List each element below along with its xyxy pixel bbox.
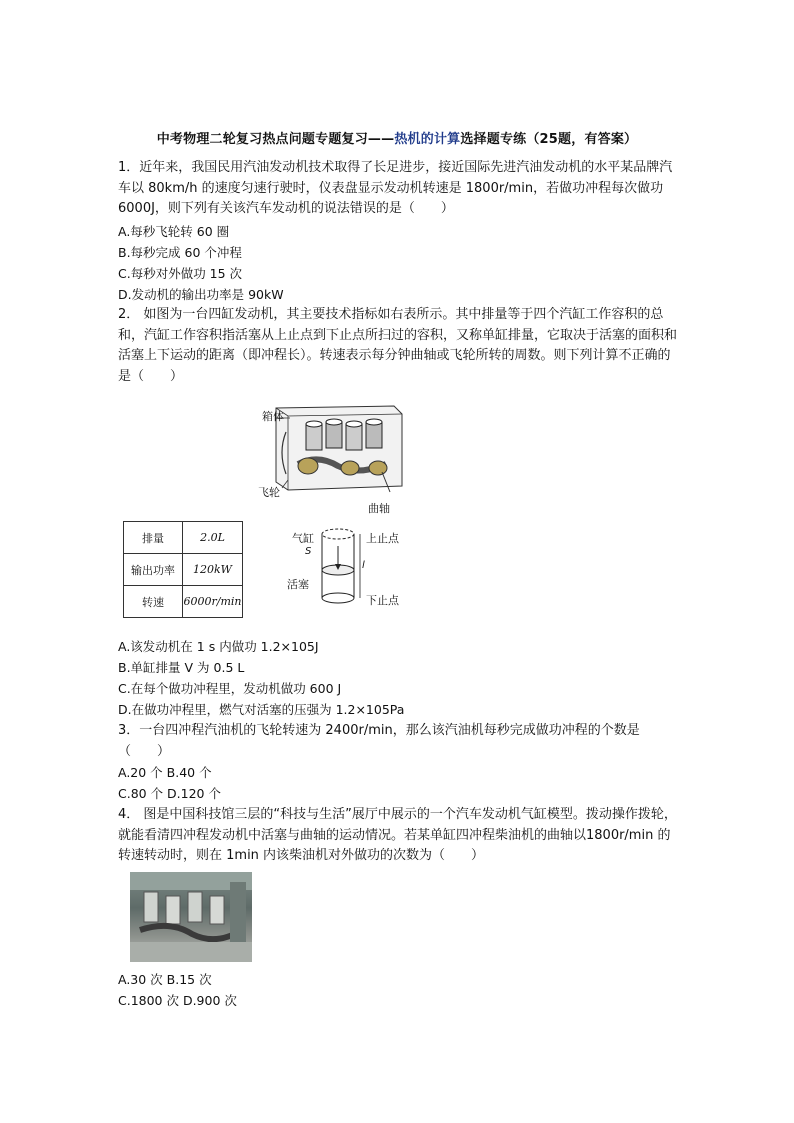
q1-option-d: D.发动机的输出功率是 90kW [118, 287, 284, 302]
label-flywheel: 飞轮 [258, 486, 280, 499]
title-prefix: 中考物理二轮复习热点问题专题复习—— [156, 132, 395, 147]
q4-options-ab: A.30 次 B.15 次 [118, 972, 212, 987]
q3-options-cd: C.80 个 D.120 个 [118, 786, 221, 801]
label-bottom-dead-center: 下止点 [366, 594, 399, 607]
question-3-stem: 3．一台四冲程汽油机的飞轮转速为 2400r/min，那么该汽油机每秒完成做功冲程的个数是（ ） [118, 723, 640, 759]
cylinder-diagram [312, 526, 366, 612]
label-top-dead-center: 上止点 [366, 532, 399, 545]
table-row [124, 586, 243, 618]
engine-model-image [130, 872, 252, 962]
question-1-stem: 1．近年来，我国民用汽油发动机技术取得了长足进步，接近国际先进汽油发动机的水平某品牌汽车以 80km/h 的速度匀速行驶时，仪表盘显示发动机转速是 1800r/min，若做功冲程每次做功 6000J，则下列有关该汽车发动机的说法错误的是（ ） [118, 160, 673, 217]
label-piston: 活塞 [287, 578, 309, 591]
q1-option-a: A.每秒飞轮转 60 圈 [118, 224, 230, 239]
title-suffix: 选择题专练（25题，有答案） [460, 132, 638, 147]
q2-option-b: B.单缸排量 V 为 0.5 L [118, 660, 245, 675]
q3-options-ab: A.20 个 B.40 个 [118, 765, 212, 780]
q1-option-b: B.每秒完成 60 个冲程 [118, 245, 242, 260]
q2-option-a: A.该发动机在 1 s 内做功 1.2×105J [118, 639, 319, 654]
q4-options-cd: C.1800 次 D.900 次 [118, 993, 237, 1008]
question-4-stem: 4． 图是中国科技馆三层的“科技与生活”展厅中展示的一个汽车发动机气缸模型。拨动操作拨轮，就能看清四冲程发动机中活塞与曲轴的运动情况。若某单缸四冲程柴油机的曲轴以1800r/min 的转速转动时，则在 1min 内该柴油机对外做功的次数为（ ） [118, 807, 677, 864]
question-2-stem: 2． 如图为一台四缸发动机，其主要技术指标如右表所示。其中排量等于四个汽缸工作容积的总和，汽缸工作容积指活塞从上止点到下止点所扫过的容积，又称单缸排量，它取决于活塞的面积和活塞上下运动的距离（即冲程长）。转速表示每分钟曲轴或飞轮所转的周数。则下列计算不正确的是（ ） [118, 307, 678, 385]
spec-key: 转速 [124, 586, 183, 618]
table-row [124, 554, 243, 586]
label-crank: 曲轴 [368, 502, 390, 515]
spec-key: 输出功率 [124, 554, 183, 586]
spec-value: 2.0L [183, 522, 243, 554]
spec-table [123, 521, 243, 618]
page-title [0, 128, 794, 147]
label-cylinder: 气缸 [292, 532, 314, 545]
label-box: 箱体 [262, 410, 284, 423]
spec-value: 120kW [183, 554, 243, 586]
label-l: l [362, 560, 365, 571]
title-highlight: 热机的计算 [394, 132, 461, 147]
q2-option-c: C.在每个做功冲程里，发动机做功 600 J [118, 681, 342, 696]
table-row [124, 522, 243, 554]
q2-option-d: D.在做功冲程里，燃气对活塞的压强为 1.2×105Pa [118, 702, 405, 717]
engine-model-photo [130, 872, 252, 962]
spec-key: 排量 [124, 522, 183, 554]
q1-option-c: C.每秒对外做功 15 次 [118, 266, 243, 281]
label-s: S [305, 546, 312, 557]
spec-value: 6000r/min [183, 586, 243, 618]
